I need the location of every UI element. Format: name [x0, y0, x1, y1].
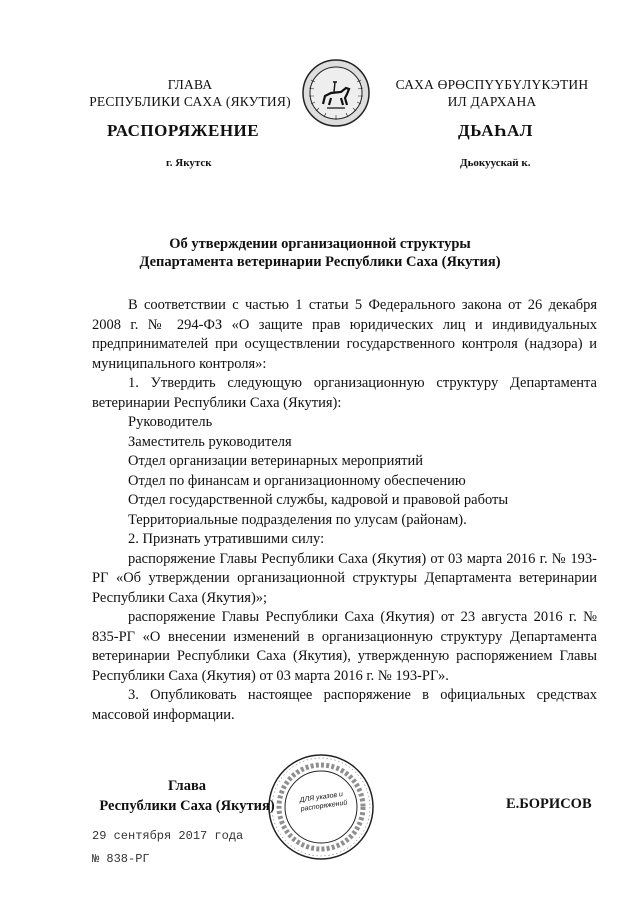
repeal-1-paragraph: распоряжение Главы Республики Саха (Якутия) от 03 марта 2016 г. № 193-РГ «Об утверждении организационной структуры Департамента ветеринарии Республики Саха (Якутия)»; [92, 550, 597, 606]
header-left-line1: ГЛАВА [167, 77, 213, 92]
header-right-line1: САХА ӨРӨСПҮҮБҮЛҮКЭТИН [395, 77, 589, 92]
signature-position-line2: Республики Саха (Якутия) [99, 798, 275, 814]
title-line1: Об утверждении организационной структуры [169, 236, 471, 252]
doc-type-sakha: ДЬАҺАЛ [458, 121, 533, 140]
seal-text: ДЛЯ указов и распоряжений [299, 791, 348, 813]
signatory-name: Е.БОРИСОВ [506, 796, 592, 812]
document-body [92, 296, 597, 725]
header-right-block [372, 76, 612, 110]
item-1-paragraph: 1. Утвердить следующую организационную структуру Департамента ветеринарии Республики Саха (Якутия): [92, 375, 597, 411]
structure-item: Отдел по финансам и организационному обеспечению [128, 472, 466, 489]
header-left-line2: РЕСПУБЛИКИ САХА (ЯКУТИЯ) [89, 94, 291, 109]
item-2-paragraph: 2. Признать утратившими силу: [128, 531, 325, 547]
structure-item: Территориальные подразделения по улусам (районам). [128, 511, 467, 528]
document-date: 29 сентября 2017 года [92, 829, 244, 843]
coat-of-arms-emblem [301, 58, 371, 128]
header-right-line2: ИЛ ДАРХАНА [447, 94, 537, 109]
title-line2: Департамента ветеринарии Республики Саха (Якутия) [139, 254, 501, 270]
signature-position [92, 776, 282, 816]
structure-item: Отдел государственной службы, кадровой и правовой работы [128, 492, 509, 508]
coat-of-arms-icon [301, 58, 371, 128]
preamble-paragraph: В соответствии с частью 1 статьи 5 Федерального закона от 26 декабря 2008 г. № 294-ФЗ «О защите прав юридических лиц и индивидуальных предпринимателей при осуществлении государственного контроля (надзора) и муниципального контроля»: [92, 297, 597, 372]
header-left-block [70, 76, 310, 110]
document-number: № 838-РГ [92, 852, 150, 866]
signature-position-line1: Глава [167, 778, 207, 794]
item-3-paragraph: 3. Опубликовать настоящее распоряжение в официальных средствах массовой информации. [92, 687, 597, 723]
document-title [0, 235, 640, 271]
doc-type-ru: РАСПОРЯЖЕНИЕ [107, 121, 260, 140]
structure-item: Руководитель [128, 414, 213, 430]
city-ru: г. Якутск [166, 157, 212, 169]
structure-item: Заместитель руководителя [128, 433, 292, 450]
structure-list [92, 413, 597, 530]
repeal-2-paragraph: распоряжение Главы Республики Саха (Якутия) от 23 августа 2016 г. № 835-РГ «О внесении изменений в организационную структуру Департамента ветеринарии Республики Саха (Якутия), утвержденную распоряжением Главы Республики Саха (Якутия) от 03 марта 2016 г. № 193-РГ». [92, 609, 597, 684]
official-seal [266, 752, 376, 862]
city-sakha: Дьокуускай к. [460, 157, 531, 169]
structure-item: Отдел организации ветеринарных мероприятий [128, 453, 423, 469]
